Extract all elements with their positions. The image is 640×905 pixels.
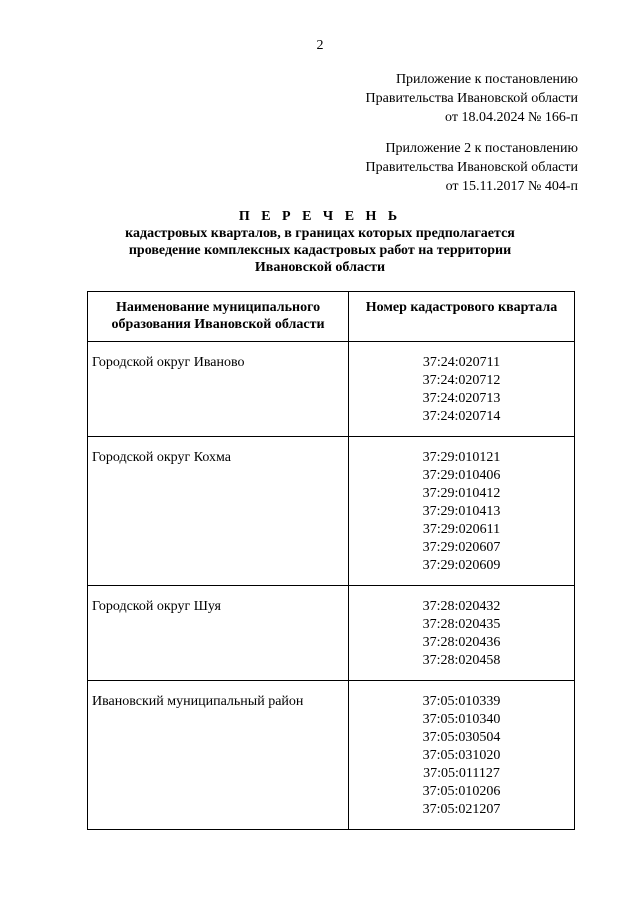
page-number: 2 bbox=[316, 38, 324, 53]
cadastral-quarter-number: 37:29:010412 bbox=[422, 486, 501, 501]
table-row bbox=[88, 437, 575, 586]
cadastral-quarter-number: 37:05:030504 bbox=[422, 730, 501, 745]
cadastral-quarter-number: 37:29:020611 bbox=[422, 522, 501, 537]
document-title: П Е Р Е Ч Е Н Ь bbox=[238, 209, 402, 224]
cadastral-quarter-number: 37:28:020435 bbox=[422, 617, 501, 632]
appendix-previous-line-1: Приложение 2 к постановлению bbox=[385, 141, 578, 156]
cadastral-quarter-number: 37:29:020607 bbox=[422, 540, 501, 555]
cadastral-quarter-number: 37:29:020609 bbox=[422, 558, 501, 573]
cadastral-quarter-number: 37:28:020436 bbox=[422, 635, 501, 650]
header-municipality-line-2: образования Ивановской области bbox=[111, 317, 325, 332]
cadastral-quarter-number: 37:24:020711 bbox=[422, 355, 501, 370]
table-row bbox=[88, 586, 575, 681]
cadastral-quarters-list bbox=[349, 342, 575, 437]
cadastral-quarter-number: 37:29:010406 bbox=[422, 468, 501, 483]
heading-line-1: кадастровых кварталов, в границах которых предполагается bbox=[125, 226, 515, 241]
municipality-name: Городской округ Шуя bbox=[88, 586, 349, 681]
table-row bbox=[88, 681, 575, 830]
cadastral-quarter-number: 37:28:020458 bbox=[422, 653, 501, 668]
municipality-name: Городской округ Иваново bbox=[88, 342, 349, 437]
appendix-previous-line-2: Правительства Ивановской области bbox=[365, 160, 578, 175]
cadastral-quarter-number: 37:05:010206 bbox=[422, 784, 501, 799]
document-heading bbox=[0, 208, 640, 276]
cadastral-quarter-number: 37:05:021207 bbox=[422, 802, 501, 817]
cadastral-quarters-list bbox=[349, 586, 575, 681]
table-body bbox=[88, 342, 575, 830]
appendix-current-line-2: Правительства Ивановской области bbox=[365, 91, 578, 106]
appendix-current-line-1: Приложение к постановлению bbox=[395, 72, 578, 87]
header-municipality bbox=[88, 292, 349, 342]
heading-line-2: проведение комплексных кадастровых работ на территории bbox=[128, 243, 512, 258]
cadastral-quarters-table bbox=[87, 291, 575, 830]
cadastral-quarter-number: 37:05:011127 bbox=[423, 766, 500, 781]
appendix-previous-reference bbox=[366, 139, 578, 196]
header-cadastral-quarter: Номер кадастрового квартала bbox=[349, 292, 575, 342]
cadastral-quarter-number: 37:05:010340 bbox=[422, 712, 501, 727]
table-header-row bbox=[88, 292, 575, 342]
heading-line-3: Ивановской области bbox=[254, 260, 386, 275]
cadastral-quarters-list bbox=[349, 681, 575, 830]
cadastral-quarter-number: 37:24:020712 bbox=[422, 373, 501, 388]
municipality-name: Городской округ Кохма bbox=[88, 437, 349, 586]
appendix-previous-line-3: от 15.11.2017 № 404-п bbox=[445, 179, 578, 194]
table-row bbox=[88, 342, 575, 437]
header-municipality-line-1: Наименование муниципального bbox=[115, 300, 321, 315]
cadastral-quarter-number: 37:29:010121 bbox=[422, 450, 501, 465]
cadastral-quarter-number: 37:05:010339 bbox=[422, 694, 501, 709]
cadastral-quarter-number: 37:29:010413 bbox=[422, 504, 501, 519]
cadastral-quarter-number: 37:24:020713 bbox=[422, 391, 501, 406]
appendix-current-reference bbox=[366, 70, 578, 127]
cadastral-quarter-number: 37:24:020714 bbox=[422, 409, 501, 424]
cadastral-quarter-number: 37:05:031020 bbox=[422, 748, 501, 763]
municipality-name: Ивановский муниципальный район bbox=[88, 681, 349, 830]
cadastral-quarter-number: 37:28:020432 bbox=[422, 599, 501, 614]
appendix-current-line-3: от 18.04.2024 № 166-п bbox=[445, 110, 578, 125]
cadastral-quarters-list bbox=[349, 437, 575, 586]
